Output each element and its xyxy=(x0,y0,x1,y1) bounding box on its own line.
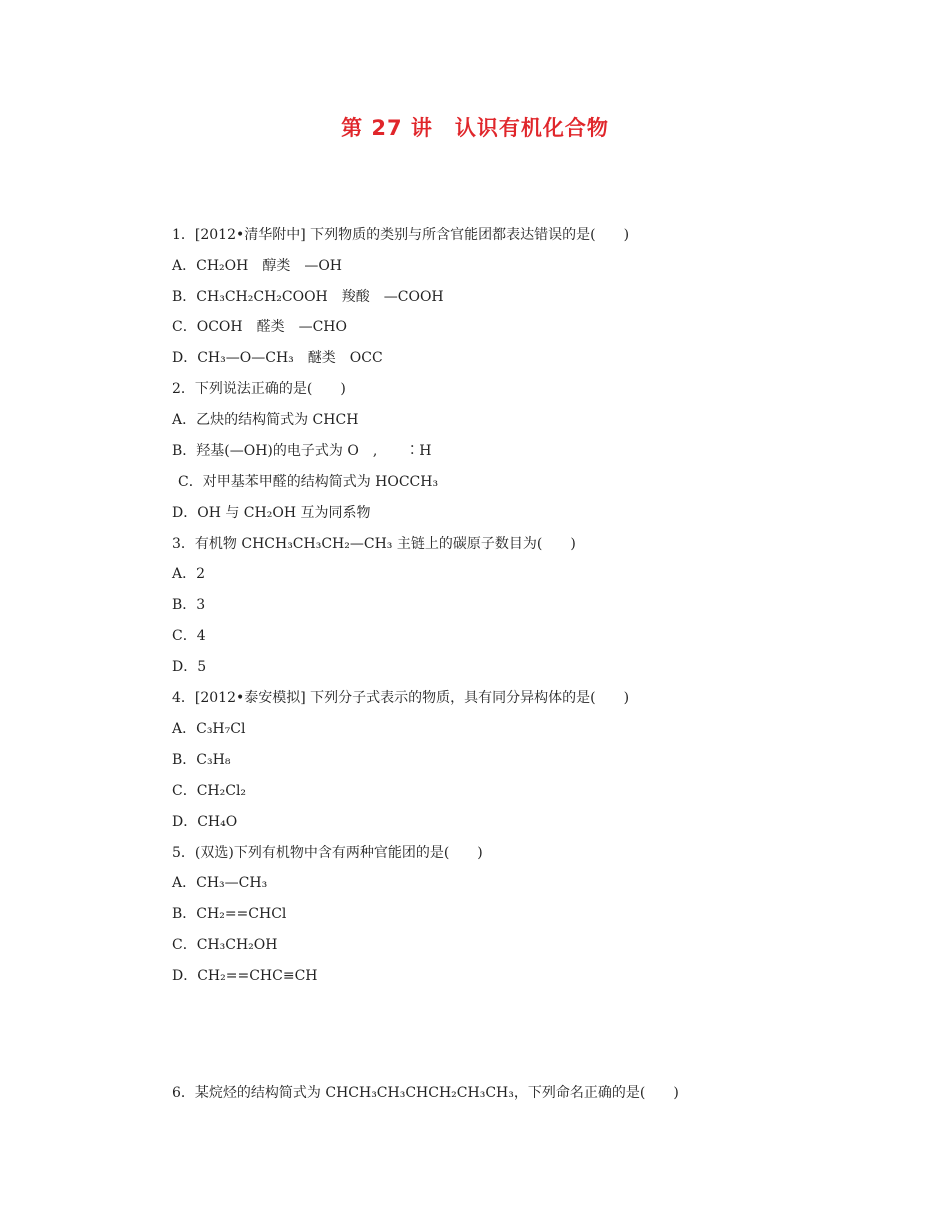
q4-option-a: A．C₃H₇Cl xyxy=(172,721,246,737)
q3-option-d: D．5 xyxy=(172,659,207,675)
q2-option-d: D．OH 与 CH₂OH 互为同系物 xyxy=(172,505,371,521)
q4-option-b: B．C₃H₈ xyxy=(172,752,231,768)
q5-option-c: C．CH₃CH₂OH xyxy=(172,937,278,953)
q1-option-a: A．CH₂OH 醇类 —OH xyxy=(172,258,343,274)
question-1: 1．[2012•清华附中] 下列物质的类别与所含官能团都表达错误的是( ) xyxy=(172,227,630,243)
question-6: 6．某烷烃的结构简式为 CHCH₃CH₃CHCH₂CH₃CH₃，下列命名正确的是( ) xyxy=(172,1085,679,1101)
q1-option-d: D．CH₃—O—CH₃ 醚类 OCC xyxy=(172,350,383,366)
question-3: 3．有机物 CHCH₃CH₃CH₂—CH₃ 主链上的碳原子数目为( ) xyxy=(172,536,576,552)
question-4: 4．[2012•泰安模拟] 下列分子式表示的物质，具有同分异构体的是( ) xyxy=(172,690,630,706)
q1-option-c: C．OCOH 醛类 —CHO xyxy=(172,319,347,335)
q2-option-a: A．乙炔的结构简式为 CHCH xyxy=(172,412,359,428)
q3-option-c: C．4 xyxy=(172,628,206,644)
q5-option-b: B．CH₂==CHCl xyxy=(172,906,287,922)
q2-option-b: B．羟基(—OH)的电子式为 O , ∶H xyxy=(172,443,432,459)
q5-option-a: A．CH₃—CH₃ xyxy=(172,875,268,891)
q4-option-c: C．CH₂Cl₂ xyxy=(172,783,247,799)
q1-option-b: B．CH₃CH₂CH₂COOH 羧酸 —COOH xyxy=(172,289,444,305)
q5-option-d: D．CH₂==CHC≡CH xyxy=(172,968,318,984)
question-2: 2．下列说法正确的是( ) xyxy=(172,381,346,397)
q2-option-c: C．对甲基苯甲醛的结构简式为 HOCCH₃ xyxy=(178,474,439,490)
q3-option-a: A．2 xyxy=(172,566,206,582)
q3-option-b: B．3 xyxy=(172,597,206,613)
q4-option-d: D．CH₄O xyxy=(172,814,238,830)
page-title: 第 27 讲 认识有机化合物 xyxy=(341,116,609,140)
question-5: 5．(双选)下列有机物中含有两种官能团的是( ) xyxy=(172,845,483,861)
